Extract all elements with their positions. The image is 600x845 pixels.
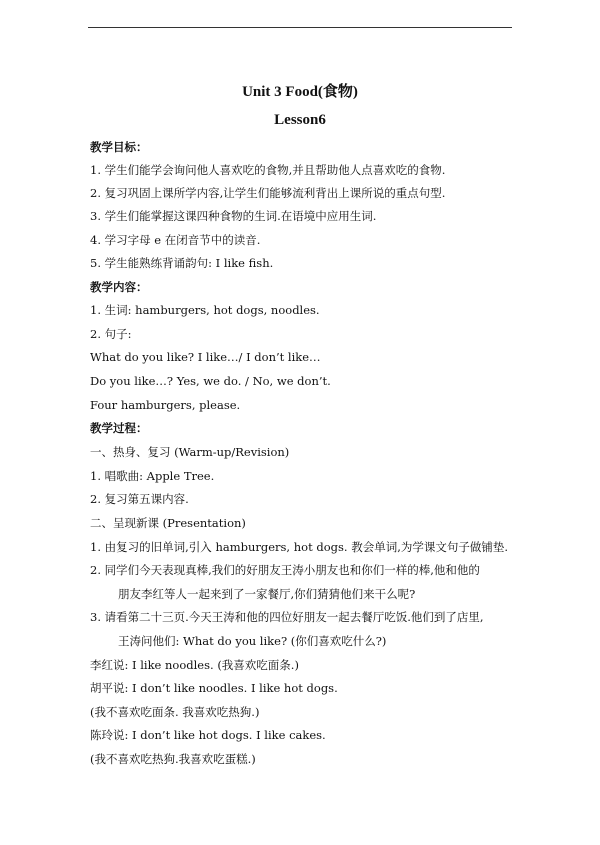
process-heading: 教学过程： bbox=[90, 421, 148, 435]
content-item: What do you like? I like…/ I don’t like… bbox=[90, 350, 321, 364]
objective-item: 2. 复习巩固上课所学内容,让学生们能够流利背出上课所说的重点句型. bbox=[90, 186, 446, 200]
content-item: 1. 生词: hamburgers, hot dogs, noodles. bbox=[90, 303, 320, 317]
objective-item: 3. 学生们能掌握这课四种食物的生词.在语境中应用生词. bbox=[90, 209, 377, 223]
content-item: Four hamburgers, please. bbox=[90, 398, 241, 412]
dialogue-translation: (我不喜欢吃热狗.我喜欢吃蛋糕.) bbox=[90, 752, 256, 766]
dialogue-translation: (我不喜欢吃面条. 我喜欢吃热狗.) bbox=[90, 705, 260, 719]
process-line-continued: 朋友李红等人一起来到了一家餐厅,你们猜猜他们来干么呢? bbox=[118, 587, 416, 601]
content-item: Do you like…? Yes, we do. / No, we don’t. bbox=[90, 374, 331, 388]
top-rule bbox=[88, 27, 512, 28]
content-heading: 教学内容： bbox=[90, 280, 148, 294]
process-line: 2. 同学们今天表现真棒,我们的好朋友王涛小朋友也和你们一样的棒,他和他的 bbox=[90, 563, 480, 577]
process-line: 3. 请看第二十三页.今天王涛和他的四位好朋友一起去餐厅吃饭.他们到了店里, bbox=[90, 610, 484, 624]
objectives-heading: 教学目标： bbox=[90, 140, 148, 154]
process-line-continued: 王涛问他们: What do you like? (你们喜欢吃什么?) bbox=[118, 634, 387, 648]
dialogue-line: 胡平说: I don’t like noodles. I like hot dogs. bbox=[90, 681, 338, 695]
objective-item: 4. 学习字母 e 在闭音节中的读音. bbox=[90, 233, 261, 247]
process-line: 1. 由复习的旧单词,引入 hamburgers, hot dogs. 教会单词,为学课文句子做铺垫. bbox=[90, 540, 509, 554]
process-line: 2. 复习第五课内容. bbox=[90, 492, 189, 506]
dialogue-line: 李红说: I like noodles. (我喜欢吃面条.) bbox=[90, 658, 299, 672]
dialogue-line: 陈玲说: I don’t like hot dogs. I like cakes. bbox=[90, 728, 326, 742]
objective-item: 1. 学生们能学会询问他人喜欢吃的食物,并且帮助他人点喜欢吃的食物. bbox=[90, 163, 446, 177]
document-title: Unit 3 Food(食物) bbox=[242, 84, 358, 100]
process-line: 1. 唱歌曲: Apple Tree. bbox=[90, 469, 215, 483]
objective-item: 5. 学生能熟练背诵韵句: I like fish. bbox=[90, 256, 274, 270]
process-section-title: 一、热身、复习 (Warm-up/Revision) bbox=[90, 445, 290, 459]
content-item: 2. 句子: bbox=[90, 327, 132, 341]
lesson-title: Lesson6 bbox=[274, 112, 326, 128]
process-section-title: 二、呈现新课 (Presentation) bbox=[90, 516, 246, 530]
